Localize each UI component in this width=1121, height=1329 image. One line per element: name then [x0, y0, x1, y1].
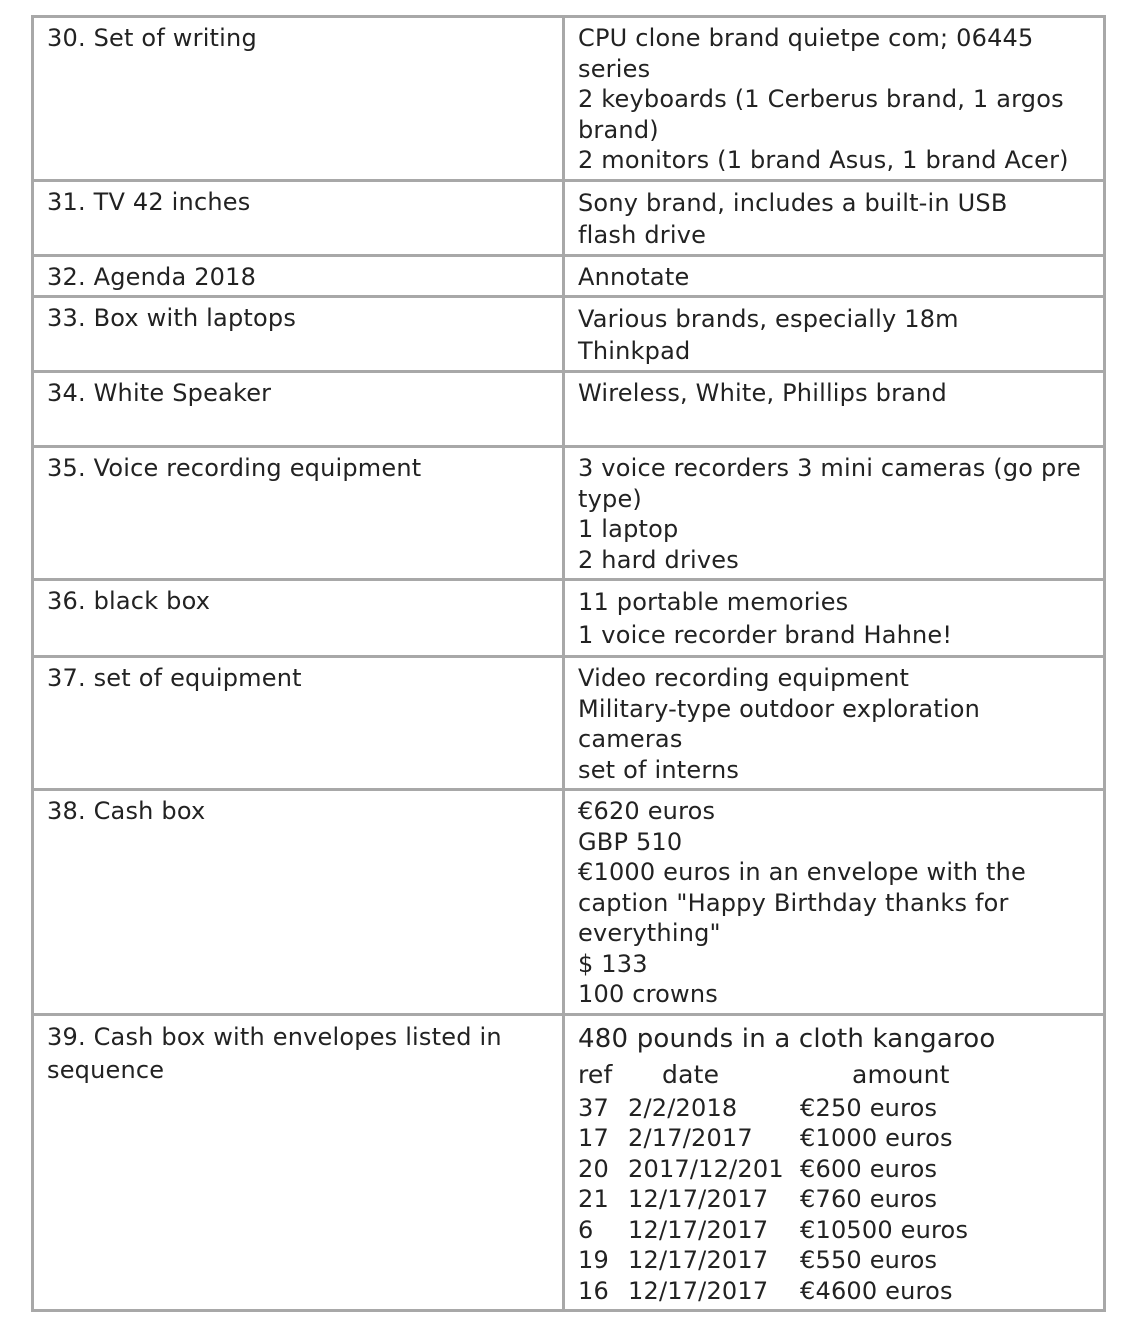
item-cell: 33. Box with laptops [33, 297, 564, 372]
item-cell: 37. set of equipment [33, 657, 564, 790]
description-cell [564, 297, 1105, 372]
description-line: cameras [578, 725, 683, 753]
description-line: CPU clone brand quietpe com; 06445 [578, 24, 1034, 52]
description-line: type) [578, 484, 642, 513]
envelope-header-ref: ref [578, 1059, 613, 1089]
table-row [33, 297, 1105, 372]
description-cell [564, 790, 1105, 1015]
description-cell [564, 1014, 1105, 1311]
description-cell [564, 580, 1105, 657]
envelope-amount: €600 euros [800, 1154, 938, 1183]
inventory-table [31, 15, 1106, 1312]
description-line: 3 voice recorders 3 mini cameras (go pre [578, 454, 1081, 482]
table-row [33, 255, 1105, 297]
description-line: brand) [578, 115, 659, 144]
envelope-ref: 19 [578, 1246, 609, 1274]
envelope-row [578, 1245, 1093, 1276]
envelope-ref: 16 [578, 1276, 609, 1305]
envelope-date: 12/17/2017 [628, 1276, 769, 1305]
description-line: 2 hard drives [578, 545, 739, 574]
envelope-date: 12/17/2017 [628, 1185, 769, 1213]
envelope-ref: 20 [578, 1154, 609, 1183]
envelope-ref: 17 [578, 1124, 609, 1152]
item-cell: 32. Agenda 2018 [33, 255, 564, 297]
description-line: €1000 euros in an envelope with the [578, 858, 1027, 886]
envelope-date: 2017/12/201 [628, 1154, 784, 1183]
item-cell: 38. Cash box [33, 790, 564, 1015]
item-cell: 31. TV 42 inches [33, 180, 564, 255]
description-cell [564, 447, 1105, 580]
description-line: 2 keyboards (1 Cerberus brand, 1 argos [578, 85, 1064, 113]
table-row [33, 447, 1105, 580]
description-line: 11 portable memories [578, 588, 849, 616]
description-cell [564, 372, 1105, 447]
item-cell: 35. Voice recording equipment [33, 447, 564, 580]
description-line: Various brands, especially 18m [578, 305, 959, 333]
envelope-date: 2/2/2018 [628, 1093, 738, 1122]
description-line: caption "Happy Birthday thanks for [578, 888, 1009, 917]
table-row [33, 17, 1105, 181]
description-line: Wireless, White, Phillips brand [578, 379, 947, 407]
description-line: 1 voice recorder brand Hahne! [578, 621, 953, 649]
description-line: Sony brand, includes a built-in USB [578, 188, 1008, 217]
description-line: 100 crowns [578, 980, 718, 1008]
envelope-row [578, 1154, 1093, 1185]
envelope-amount: €760 euros [800, 1185, 938, 1213]
envelope-ref: 21 [578, 1185, 609, 1213]
item-cell: 34. White Speaker [33, 372, 564, 447]
envelope-amount: €4600 euros [800, 1276, 953, 1305]
description-line: 1 laptop [578, 515, 679, 543]
description-line: flash drive [578, 220, 707, 249]
envelope-lead-text: 480 pounds in a cloth kangaroo [578, 1023, 996, 1054]
table-row [33, 657, 1105, 790]
table-row [33, 372, 1105, 447]
table-row [33, 180, 1105, 255]
table-row [33, 790, 1105, 1015]
description-cell [564, 255, 1105, 297]
description-line: 2 monitors (1 brand Asus, 1 brand Acer) [578, 146, 1069, 174]
envelope-row [578, 1215, 1093, 1246]
description-line: Annotate [578, 262, 690, 291]
table-row [33, 580, 1105, 657]
envelope-amount: €10500 euros [800, 1215, 969, 1244]
envelope-row [578, 1093, 1093, 1124]
envelope-header-row [578, 1057, 1093, 1093]
description-line: $ 133 [578, 949, 648, 978]
item-label-line: sequence [47, 1055, 165, 1084]
envelope-date: 12/17/2017 [628, 1246, 769, 1274]
description-line: everything" [578, 919, 721, 947]
description-cell [564, 657, 1105, 790]
envelope-ref: 37 [578, 1093, 609, 1122]
item-cell: 36. black box [33, 580, 564, 657]
envelope-row [578, 1123, 1093, 1154]
envelope-row [578, 1276, 1093, 1307]
description-cell [564, 180, 1105, 255]
description-line: €620 euros [578, 797, 716, 825]
envelope-ref: 6 [578, 1215, 594, 1244]
description-line: series [578, 54, 651, 83]
envelope-date: 2/17/2017 [628, 1124, 753, 1152]
description-line: GBP 510 [578, 827, 683, 856]
description-line: Video recording equipment [578, 664, 910, 692]
description-cell [564, 17, 1105, 181]
envelope-row [578, 1184, 1093, 1215]
envelope-amount: €250 euros [800, 1093, 938, 1122]
item-label-line: 39. Cash box with envelopes listed in [47, 1022, 502, 1051]
item-cell [33, 1014, 564, 1311]
envelope-header-amount: amount [852, 1059, 950, 1089]
item-cell: 30. Set of writing [33, 17, 564, 181]
description-line: set of interns [578, 755, 740, 784]
envelope-amount: €1000 euros [800, 1124, 953, 1152]
description-line: Thinkpad [578, 337, 691, 365]
table-row [33, 1014, 1105, 1311]
envelope-header-date: date [662, 1059, 720, 1089]
envelope-date: 12/17/2017 [628, 1215, 769, 1244]
envelope-amount: €550 euros [800, 1246, 938, 1274]
description-line: Military-type outdoor exploration [578, 694, 981, 723]
